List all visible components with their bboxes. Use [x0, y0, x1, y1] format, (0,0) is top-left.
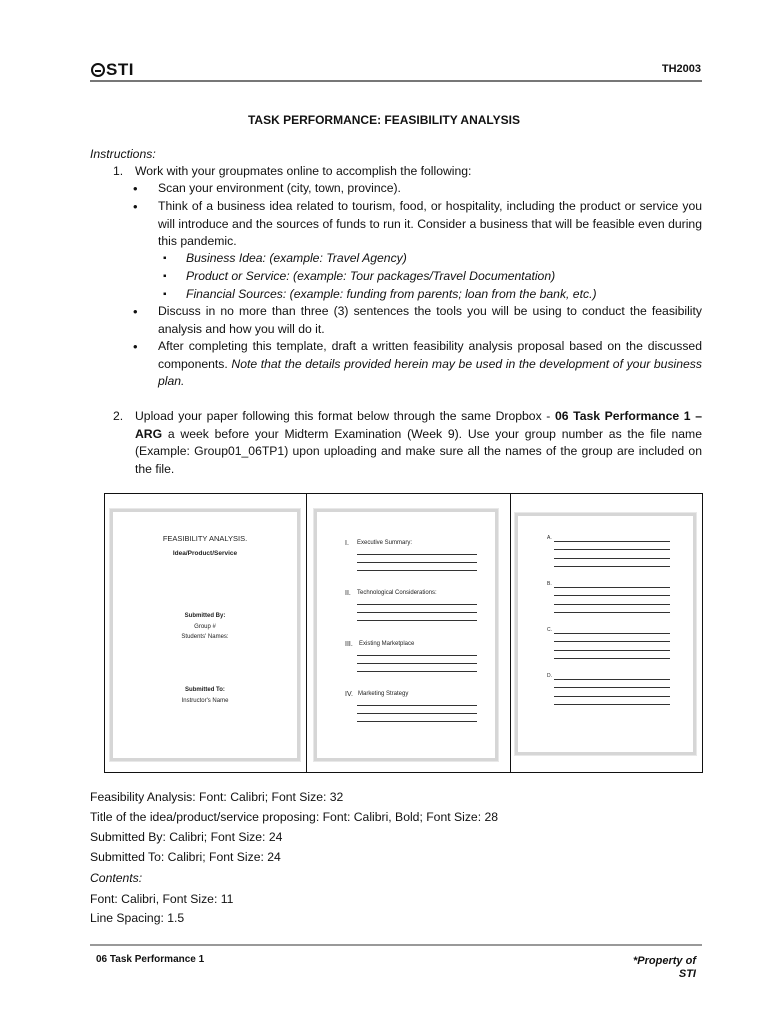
writing-line: [357, 705, 477, 706]
note-submitted-by-font: Submitted By: Calibri; Font Size: 24: [90, 830, 283, 844]
note-contents-font: Font: Calibri, Font Size: 11: [90, 892, 234, 906]
writing-line: [554, 679, 670, 680]
bullet-4-text: After completing this template, draft a written feasibility analysis proposal based on the discussed components.: [158, 339, 702, 371]
square-bullet-icon: ▪: [163, 253, 167, 264]
square-bullet-icon: ▪: [163, 289, 167, 300]
subsection-letter: B.: [547, 581, 552, 587]
writing-line: [357, 663, 477, 664]
writing-line: [554, 633, 670, 634]
bullet-1: Scan your environment (city, town, province).: [158, 181, 401, 195]
footer-property: *Property of: [633, 955, 696, 967]
writing-line: [357, 721, 477, 722]
sti-logo: [91, 60, 134, 80]
template-figure: [104, 493, 703, 773]
writing-line: [554, 687, 670, 688]
dropbox-name: 06 Task Performance 1 – ARG: [135, 409, 702, 441]
section-num: IV.: [345, 691, 353, 698]
writing-line: [554, 587, 670, 588]
sections-page-preview: [317, 512, 495, 758]
writing-line: [357, 620, 477, 621]
item-2-text-b: a week before your Midterm Examination (Week 9). Use your group number as the file name (Example: Group01_06TP1) upon uploading and make sure all the names of the group are included on the file.: [135, 426, 702, 476]
writing-line: [357, 713, 477, 714]
subsections-page-preview: [518, 516, 693, 752]
writing-line: [554, 595, 670, 596]
section-label: Existing Marketplace: [359, 641, 415, 647]
column-divider: [510, 494, 511, 772]
note-title-font: Title of the idea/product/service proposing: Font: Calibri, Bold; Font Size: 28: [90, 810, 499, 824]
logo-text: STI: [106, 60, 134, 79]
bullet-icon: •: [133, 339, 138, 354]
note-contents-label: Contents:: [90, 871, 143, 885]
writing-line: [554, 704, 670, 705]
bullet-2: Think of a business idea related to tourism, food, or hospitality, including the product or service you will introduce and the sources of funds to run it. Consider a business that will be feasible even during this pandemic.: [158, 199, 702, 248]
document-title: TASK PERFORMANCE: FEASIBILITY ANALYSIS: [247, 113, 521, 127]
section-num: I.: [345, 540, 349, 547]
footer-divider: [90, 944, 702, 946]
cover-instructor: Instructor's Name: [181, 698, 229, 704]
writing-line: [554, 658, 670, 659]
cover-submitted-by: Submitted By:: [184, 613, 226, 619]
writing-line: [554, 696, 670, 697]
bullet-icon: •: [133, 181, 138, 196]
writing-line: [554, 641, 670, 642]
note-feasibility-font: Feasibility Analysis: Font: Calibri; Font Size: 32: [90, 790, 344, 804]
section-label: Technological Considerations:: [357, 590, 437, 596]
item-2-number: 2.: [113, 409, 124, 423]
subsection-letter: D.: [547, 673, 552, 679]
instructions-label: Instructions:: [90, 147, 156, 161]
writing-line: [357, 612, 477, 613]
footer-left-text: 06 Task Performance 1: [96, 954, 205, 965]
footer-property-sti: STI: [678, 968, 696, 980]
section-label: Marketing Strategy: [358, 691, 409, 697]
section-num: II.: [345, 590, 351, 597]
bullet-icon: •: [133, 199, 138, 214]
writing-line: [554, 541, 670, 542]
sub-bullet-1: Business Idea: (example: Travel Agency): [186, 251, 407, 265]
sti-logo-icon: [91, 63, 105, 77]
writing-line: [554, 549, 670, 550]
bullet-4: [158, 338, 702, 391]
item-1-number: 1.: [113, 164, 124, 178]
column-divider: [306, 494, 307, 772]
subsection-letter: A.: [547, 535, 552, 541]
sub-bullet-3: Financial Sources: (example: funding from parents; loan from the bank, etc.): [186, 287, 597, 301]
writing-line: [357, 655, 477, 656]
cover-students: Students' Names:: [181, 634, 229, 640]
item-1-text: Work with your groupmates online to accomplish the following:: [135, 164, 472, 178]
writing-line: [554, 650, 670, 651]
writing-line: [357, 570, 477, 571]
writing-line: [554, 612, 670, 613]
cover-subtitle: Idea/Product/Service: [172, 550, 238, 557]
cover-page-preview: [113, 512, 297, 758]
subsection-letter: C.: [547, 627, 552, 633]
item-2-text: [135, 408, 702, 478]
writing-line: [357, 671, 477, 672]
cover-group: Group #: [194, 624, 216, 630]
note-line-spacing: Line Spacing: 1.5: [90, 911, 185, 925]
note-submitted-to-font: Submitted To: Calibri; Font Size: 24: [90, 850, 281, 864]
writing-line: [554, 566, 670, 567]
bullet-4-note: Note that the details provided herein may be used in the development of your business plan.: [158, 356, 702, 388]
writing-line: [554, 558, 670, 559]
item-2-text-a: Upload your paper following this format below through the same Dropbox -: [135, 409, 555, 423]
header-divider: [90, 80, 702, 82]
writing-line: [554, 604, 670, 605]
section-label: Executive Summary:: [357, 540, 413, 546]
bullet-3: Discuss in no more than three (3) sentences the tools you will be using to conduct the feasibility analysis and how you will do it.: [158, 304, 702, 336]
writing-line: [357, 554, 477, 555]
writing-line: [357, 604, 477, 605]
document-code: TH2003: [661, 63, 701, 75]
square-bullet-icon: ▪: [163, 271, 167, 282]
bullet-icon: •: [133, 304, 138, 319]
cover-submitted-to: Submitted To:: [185, 687, 225, 693]
cover-title: FEASIBILITY ANALYSIS.: [162, 534, 248, 543]
section-num: III.: [345, 641, 353, 648]
writing-line: [357, 562, 477, 563]
sub-bullet-2: Product or Service: (example: Tour packages/Travel Documentation): [186, 269, 556, 283]
